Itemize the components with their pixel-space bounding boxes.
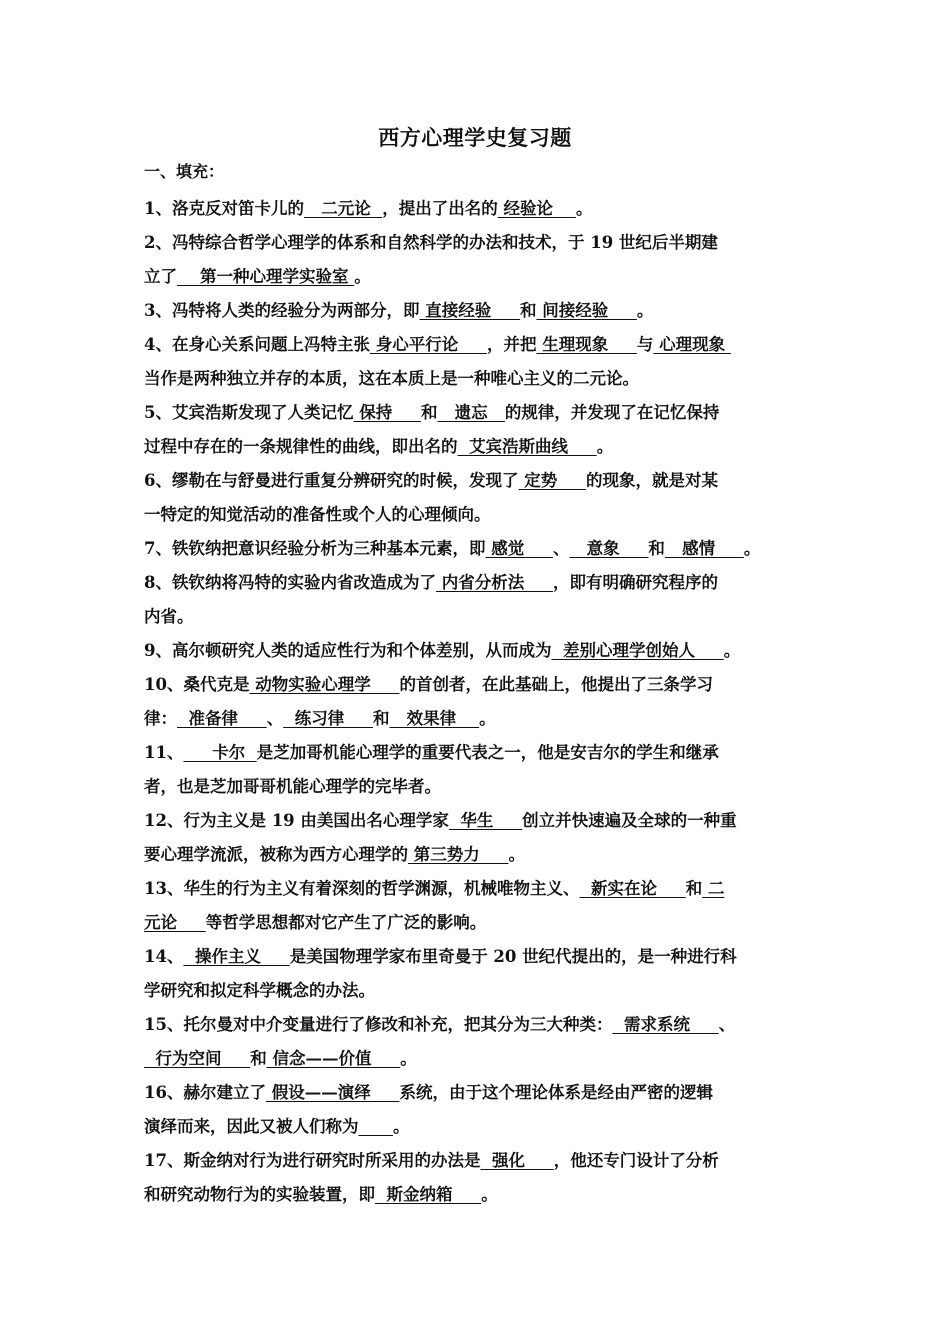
- answer-blank: 练习律: [283, 709, 373, 728]
- question-text: 12、行为主义是 19 由美国出名心理学家: [144, 811, 449, 830]
- answer-blank: 第一种心理学实验室: [177, 267, 355, 286]
- question-text: 创立并快速遍及全球的一种重: [522, 811, 737, 830]
- question-line: [144, 294, 814, 328]
- question-text: 的首创者，在此基础上，他提出了三条学习: [399, 675, 713, 694]
- answer-blank: 效果律: [389, 709, 480, 728]
- question-text: 和研究动物行为的实验装置，即: [144, 1185, 375, 1204]
- question-item: [144, 940, 814, 1008]
- question-text: 4、在身心关系问题上冯特主张: [144, 335, 370, 354]
- question-text: 6、缪勒在与舒曼进行重复分辨研究的时候，发现了: [144, 471, 519, 490]
- question-text: 。: [743, 539, 761, 558]
- question-text: 律：: [144, 709, 177, 728]
- question-text: 演绎而来，因此又被人们称为: [144, 1117, 359, 1136]
- question-item: [144, 464, 814, 532]
- question-item: [144, 1076, 814, 1144]
- question-line: [144, 566, 814, 600]
- question-text: 1、洛克反对笛卡儿的: [144, 199, 304, 218]
- question-item: [144, 396, 814, 464]
- question-text: 。: [479, 709, 496, 728]
- question-text: 和: [519, 301, 537, 320]
- question-text: 是美国物理学家布里奇曼于 20 世纪代提出的，是一种进行科: [289, 947, 737, 966]
- question-text: 10、桑代克是: [144, 675, 250, 694]
- question-text: 者，也是芝加哥哥机能心理学的完毕者。: [144, 777, 441, 796]
- answer-blank: 身心平行论: [369, 335, 487, 354]
- question-item: [144, 1008, 814, 1076]
- question-text: 5、艾宾浩斯发现了人类记忆: [144, 403, 354, 422]
- answer-blank: 心理现象: [653, 335, 731, 354]
- question-line: [144, 532, 814, 566]
- question-line: [144, 226, 814, 260]
- question-text: 的规律，并发现了在记忆保持: [504, 403, 720, 422]
- answer-blank: 新实在论: [579, 879, 686, 898]
- question-line: [144, 600, 814, 634]
- answer-blank: 经验论: [497, 199, 576, 218]
- question-text: 内省。: [144, 607, 194, 626]
- answer-blank: 二: [702, 879, 725, 898]
- question-item: [144, 566, 814, 634]
- question-line: [144, 430, 814, 464]
- question-line: [144, 702, 814, 736]
- answer-blank: 准备律: [177, 709, 267, 728]
- question-text: 一特定的知觉活动的准备性或个人的心理倾向。: [144, 505, 491, 524]
- question-text: 、: [266, 709, 284, 728]
- question-text: 和: [685, 879, 703, 898]
- question-line: [144, 838, 814, 872]
- question-item: [144, 668, 814, 736]
- question-text: 是芝加哥机能心理学的重要代表之一，他是安吉尔的学生和继承: [256, 743, 719, 762]
- answer-blank: 卡尔: [183, 743, 257, 762]
- question-list: [144, 192, 814, 1212]
- question-item: [144, 532, 814, 566]
- question-text: ，并把: [486, 335, 537, 354]
- question-text: 。: [400, 1049, 417, 1068]
- answer-blank: 第三势力: [408, 845, 509, 864]
- answer-blank: 间接经验: [536, 301, 637, 320]
- answer-blank: [359, 1117, 393, 1136]
- question-line: [144, 260, 814, 294]
- question-text: 。: [636, 301, 654, 320]
- answer-blank: 内省分析法: [435, 573, 553, 592]
- question-line: [144, 668, 814, 702]
- question-text: 系统，由于这个理论体系是经由严密的逻辑: [399, 1083, 713, 1102]
- question-line: [144, 1110, 814, 1144]
- question-text: 等哲学思想都对它产生了广泛的影响。: [205, 913, 487, 932]
- question-text: 与: [636, 335, 654, 354]
- answer-blank: 保持: [353, 403, 421, 422]
- question-item: [144, 328, 814, 396]
- answer-blank: 遗忘: [437, 403, 505, 422]
- question-line: [144, 192, 814, 226]
- answer-blank: 定势: [518, 471, 586, 490]
- question-text: 、: [718, 1015, 736, 1034]
- question-item: [144, 872, 814, 940]
- question-line: [144, 1008, 814, 1042]
- answer-blank: 差别心理学创始人: [551, 641, 724, 660]
- question-text: 和: [648, 539, 665, 558]
- answer-blank: 二元论: [303, 199, 383, 218]
- question-text: 14、: [144, 947, 184, 966]
- question-text: 和: [250, 1049, 267, 1068]
- question-text: 16、赫尔建立了: [144, 1083, 266, 1102]
- question-text: ，即有明确研究程序的: [552, 573, 718, 592]
- answer-blank: 需求系统: [612, 1015, 719, 1034]
- question-text: 。: [354, 267, 371, 286]
- question-text: 。: [723, 641, 741, 660]
- answer-blank: 强化: [480, 1151, 554, 1170]
- answer-blank: 操作主义: [183, 947, 290, 966]
- answer-blank: 感情: [664, 539, 744, 558]
- question-text: 要心理学流派，被称为西方心理学的: [144, 845, 408, 864]
- answer-blank: 信念——价值: [266, 1049, 401, 1068]
- question-line: [144, 1178, 814, 1212]
- document-title: 西方心理学史复习题: [378, 125, 572, 150]
- question-line: [144, 872, 814, 906]
- question-item: [144, 736, 814, 804]
- answer-blank: 感觉: [485, 539, 553, 558]
- question-line: [144, 1042, 814, 1076]
- question-text: 2、冯特综合哲学心理学的体系和自然科学的办法和技术，于 19 世纪后半期建: [144, 233, 718, 252]
- question-text: 。: [481, 1185, 498, 1204]
- answer-blank: 元论: [144, 913, 206, 932]
- question-text: 8、铁钦纳将冯特的实验内省改造成为了: [144, 573, 436, 592]
- question-line: [144, 464, 814, 498]
- question-line: [144, 770, 814, 804]
- question-text: 、: [552, 539, 570, 558]
- question-line: [144, 974, 814, 1008]
- question-line: [144, 328, 814, 362]
- question-text: 9、高尔顿研究人类的适应性行为和个体差别，从而成为: [144, 641, 552, 660]
- question-item: [144, 804, 814, 872]
- answer-blank: 华生: [448, 811, 523, 830]
- question-line: [144, 1144, 814, 1178]
- question-text: 17、斯金纳对行为进行研究时所采用的办法是: [144, 1151, 481, 1170]
- question-text: 。: [596, 437, 614, 456]
- answer-blank: 意象: [569, 539, 649, 558]
- question-line: [144, 634, 814, 668]
- question-text: 3、冯特将人类的经验分为两部分，即: [144, 301, 420, 320]
- question-text: 11、: [144, 743, 184, 762]
- question-text: 当作是两种独立并存的本质，这在本质上是一种唯心主义的二元论。: [144, 369, 639, 388]
- question-item: [144, 294, 814, 328]
- question-item: [144, 1144, 814, 1212]
- question-line: [144, 906, 814, 940]
- question-text: 立了: [144, 267, 177, 286]
- question-text: 和: [420, 403, 438, 422]
- question-text: ，提出了出名的: [382, 199, 498, 218]
- answer-blank: 行为空间: [144, 1049, 251, 1068]
- answer-blank: 直接经验: [419, 301, 520, 320]
- answer-blank: 假设——演绎: [265, 1083, 400, 1102]
- question-text: 15、托尔曼对中介变量进行了修改和补充，把其分为三大种类：: [144, 1015, 613, 1034]
- question-text: 和: [372, 709, 390, 728]
- answer-blank: 生理现象: [536, 335, 637, 354]
- question-text: 。: [392, 1117, 410, 1136]
- question-text: 7、铁钦纳把意识经验分析为三种基本元素，即: [144, 539, 486, 558]
- question-line: [144, 804, 814, 838]
- answer-blank: 动物实验心理学: [249, 675, 400, 694]
- question-text: 。: [575, 199, 593, 218]
- question-text: 的现象，就是对某: [585, 471, 718, 490]
- question-line: [144, 498, 814, 532]
- question-text: 。: [508, 845, 525, 864]
- question-text: 学研究和拟定科学概念的办法。: [144, 981, 375, 1000]
- question-item: [144, 634, 814, 668]
- question-line: [144, 362, 814, 396]
- question-item: [144, 192, 814, 226]
- question-text: 13、华生的行为主义有着深刻的哲学渊源，机械唯物主义、: [144, 879, 580, 898]
- question-line: [144, 1076, 814, 1110]
- question-text: ，他还专门设计了分析: [553, 1151, 719, 1170]
- section-heading: 一、填充：: [144, 162, 225, 181]
- question-line: [144, 736, 814, 770]
- question-line: [144, 396, 814, 430]
- answer-blank: 艾宾浩斯曲线: [457, 437, 597, 456]
- answer-blank: 斯金纳箱: [375, 1185, 482, 1204]
- question-text: 过程中存在的一条规律性的曲线，即出名的: [144, 437, 458, 456]
- question-line: [144, 940, 814, 974]
- question-item: [144, 226, 814, 294]
